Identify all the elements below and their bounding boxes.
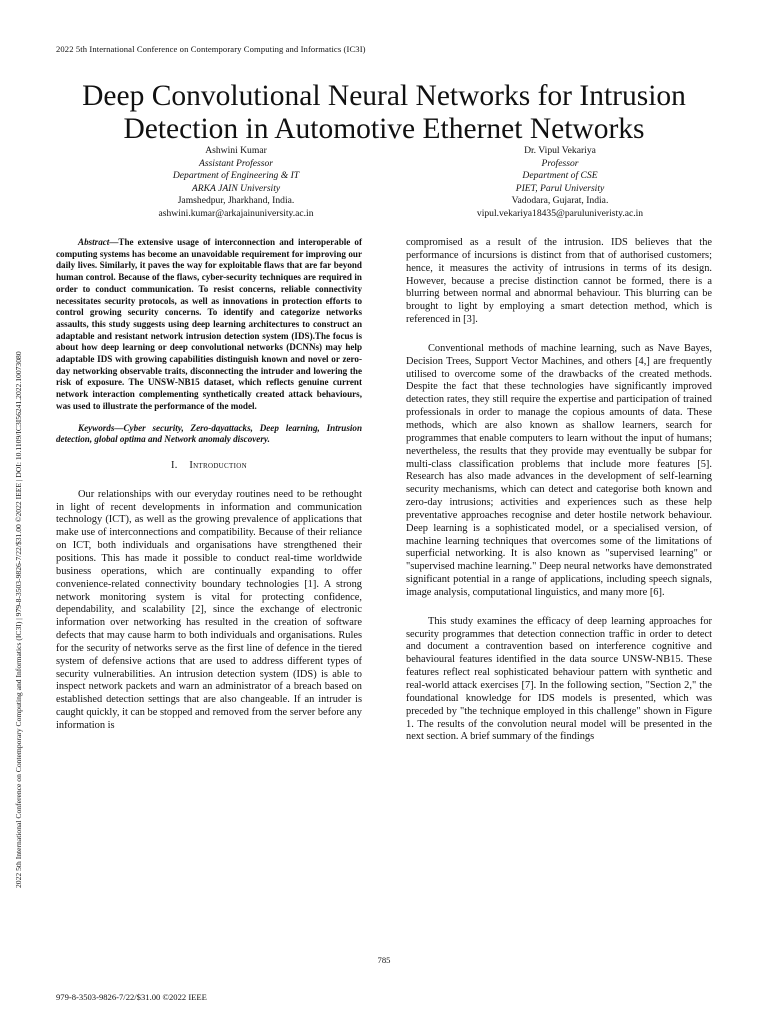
- side-strip: [10, 148, 28, 888]
- footer-copyright: 979-8-3503-9826-7/22/$31.00 ©2022 IEEE: [56, 992, 207, 1002]
- body-paragraph-3: This study examines the efficacy of deep learning approaches for security programmes that detection connection traffic in order to detect and document a contravention based on interference cognitive and behavioural features identified in the data source UNSW-NB15. These features reflect real sophisticated behaviour pattern with synthetic and real-world attack exercises [7]. In the following section, "Section 2," the foundational knowledge for IDS models is presented, which was preceded by "the technique employed in this challenge" shown in Figure 1. The results of the convolution neural model will be presented in the next section. A brief summary of the findings: [406, 615, 712, 743]
- title-line-1: Deep Convolutional Neural Networks for Intrusion: [82, 79, 686, 112]
- author-name: Dr. Vipul Vekariya: [524, 145, 596, 156]
- abstract-label: Abstract—: [78, 237, 119, 247]
- keywords-label: Keywords—: [78, 422, 124, 433]
- intro-paragraph-1: Our relationships with our everyday routines need to be rethought in light of recent developments in information and communication technology (ICT), as well as the growing prevalence of applications that make use of interconnections and compatibility. Because of their reliance on ICT, both individuals and organisations have strengthened their positions. This has made it possible to conduct real-time worldwide business operations, which are continually expanding to offer convenience-related connectivity boundary technologies [1]. A strong network monitoring system is vital for protecting confidence, dependability, and scalability [2], since the exchange of electronic information over networking has resulted in the creation of software defects that may cause harm to both individuals and organisations. Rules for the security of networks serve as the first line of defence in the tiered system of defensive actions that are used to address different types of security vulnerabilities. An intrusion detection system (IDS) is able to inspect network packets and warn an administrator of a breach based on established detection settings that are also changeable. If an intruder is caught quickly, it can be stopped and removed from the server before any information is: [56, 488, 362, 731]
- author-location: Vadodara, Gujarat, India.: [511, 195, 609, 207]
- right-column: [406, 237, 712, 744]
- author-department: Department of CSE: [522, 170, 598, 182]
- author-department: Department of Engineering & IT: [172, 170, 300, 182]
- abstract-text: The extensive usage of interconnection and interoperable of computing systems has become an unavoidable requirement for improving our daily lives. Similarly, it paves the way for exploitable flaws that are far beyond human control. Because of the flaws, cyber-security techniques are required in order to conduct communication. To resist concerns, reliable connectivity necessitates security protocols, as well as innovations in protection efforts to control growing security concerns. To identify and categorize networks assaults, this study suggests using deep learning architectures to construct an adaptable and resistant network intrusion detection system (IDS).The focus is about how deep learning or deep convolutional networks (DCNNs) may help adaptable IDS with growing capabilities distinguish known and novel or zero-day networking observable traits, disconnecting the intruder and lowering the risk of exposure. The UNSW-NB15 dataset, which reflects genuine current network interaction complementing synthetically created attack behaviours, was used to illustrate the performance of the model.: [56, 237, 362, 411]
- body-paragraph-1: compromised as a result of the intrusion. IDS believes that the performance of incursions is distinct from that of authorised customers; hence, it measures the activity of intrusions in terms of its design. However, because a precise distinction cannot be formed, there is a blurring between normal and abnormal behaviour. This blurring can be brought to light by employing a smart detection method, which is referenced in [3].: [406, 237, 712, 326]
- author-position: Assistant Professor: [198, 157, 273, 169]
- author-block-2: [430, 145, 690, 221]
- title-line-2: Detection in Automotive Ethernet Networks: [123, 112, 645, 145]
- section-title: Introduction: [189, 459, 247, 471]
- author-organization: PIET, Parul University: [515, 182, 605, 194]
- keywords-text: Cyber security, Zero-dayattacks, Deep learning, Intrusion detection, global optima and Network anomaly discovery.: [56, 422, 362, 445]
- author-position: Professor: [541, 157, 579, 169]
- page-number: 785: [377, 955, 391, 965]
- conference-header: 2022 5th International Conference on Contemporary Computing and Informatics (IC3I): [56, 44, 366, 54]
- left-column: [56, 237, 362, 733]
- author-email: vipul.vekariya18435@paruluniveristy.ac.in: [476, 207, 644, 219]
- author-email: ashwini.kumar@arkajainuniversity.ac.in: [158, 207, 314, 219]
- section-number: I.: [171, 459, 178, 471]
- body-paragraph-2: Conventional methods of machine learning, such as Nave Bayes, Decision Trees, Support Vector Machines, and others [4,] are frequently utilised to overcome some of the drawbacks of the created methods. Despite the fact that these technologies have significantly improved detection rates, they still require the expertise and participation of trained professionals in order to manage the copious amounts of data. These methods, which are also known as shallow learners, search for programmes that enable computers to learn without the input of humans; nevertheless, the results that they provide may eventually be subpar for multi-class classification problems that include more features [5]. Research has also made advances in the development of self-learning security mechanisms, which can detect and categorise both known and zero-day intrusions; activities and experiences such as these help preventative approaches recognise and deter hostile network behaviour. Deep learning is a sophisticated model, or a specialised version, of machine learning techniques that overcomes some of the limitations of superficial networking. It is also known as "supervised learning" or "supervised machine learning." Deep neural networks have demonstrated significant potential in a range of applications, including speech signals, image analysis, computational linguistics, and many more [6].: [406, 342, 712, 598]
- author-organization: ARKA JAIN University: [191, 182, 281, 194]
- abstract: [56, 237, 362, 413]
- keywords: [56, 423, 362, 446]
- author-block-1: [106, 145, 366, 221]
- side-strip-text: 2022 5th International Conference on Contemporary Computing and Informatics (IC3I) | 979-8-3503-9826-7/22/$31.00 ©2022 IEEE | DOI: 10.1109/IC3I56241.2022.10073080: [14, 351, 23, 888]
- author-name: Ashwini Kumar: [205, 145, 267, 156]
- paper-title: [40, 80, 728, 146]
- author-location: Jamshedpur, Jharkhand, India.: [177, 195, 295, 207]
- section-heading: [56, 460, 362, 473]
